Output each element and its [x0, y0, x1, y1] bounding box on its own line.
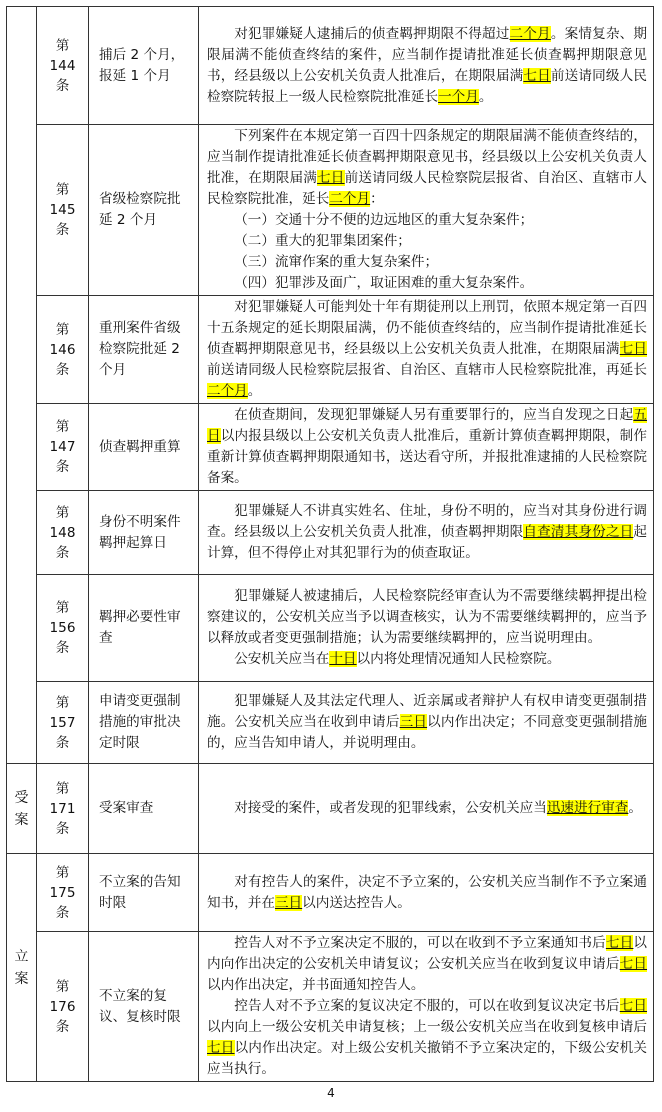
article-paragraph [207, 252, 647, 273]
article-prefix: 第 [55, 419, 70, 435]
text-segment: 。 [628, 800, 642, 816]
article-digits: 176 [49, 998, 76, 1015]
text-segment: 。 [478, 88, 493, 105]
text-segment: 犯罪嫌疑人不讲真实姓名、住址，身份不明的，应当对其身份进行调查。经县级以上公安机关负责人批准，侦查羁押期限 [207, 503, 647, 540]
text-segment: （三）流窜作案的重大复杂案件； [234, 254, 439, 270]
article-prefix: 第 [55, 504, 70, 521]
article-body [199, 491, 654, 575]
table-row [7, 932, 654, 1082]
text-segment: 公安机关应当在 [234, 651, 330, 667]
article-number [37, 575, 89, 682]
text-segment: 前送请同级人民检察院层报省、自治区、直辖市人民检察院批准，再延长 [207, 362, 647, 378]
article-paragraph [207, 872, 647, 914]
article-paragraph [207, 297, 647, 402]
text-segment: ： [370, 191, 384, 207]
article-paragraph [207, 231, 647, 252]
article-suffix: 条 [55, 222, 70, 238]
text-segment: 对接受的案件，或者发现的犯罪线索，公安机关应当 [234, 800, 547, 816]
article-number [37, 491, 89, 575]
article-suffix: 条 [55, 544, 70, 561]
article-prefix: 第 [55, 780, 70, 797]
article-prefix: 第 [55, 978, 70, 995]
text-segment: 以内将处理情况通知人民检察院。 [356, 651, 561, 667]
article-number [37, 125, 89, 296]
article-paragraph [207, 649, 647, 670]
article-prefix: 第 [55, 37, 70, 54]
article-suffix: 条 [55, 904, 70, 921]
article-body [199, 296, 654, 404]
article-suffix: 条 [55, 459, 70, 475]
table-row [7, 764, 654, 854]
highlighted-term: 十日 [329, 651, 357, 667]
highlighted-term: 迅速进行审查 [546, 800, 629, 816]
table-row [7, 491, 654, 575]
section-cell [7, 764, 37, 854]
text-segment: 控告人对不予立案的复议决定不服的，可以在收到复议决定书后 [234, 998, 620, 1014]
article-body [199, 764, 654, 854]
text-segment: 犯罪嫌疑人被逮捕后，人民检察院经审查认为不需要继续羁押提出检察建议的，公安机关应当予以调查核实，认为不需要继续羁押的，应当予以释放或者变更强制措施；认为需要继续羁押的，应当说明理由。 [207, 588, 647, 646]
section-cell [7, 7, 37, 764]
highlighted-term: 一个月 [438, 88, 479, 105]
text-segment: 以内向作出决定的公安机关申请复议；公安机关应当在收到复议申请后 [207, 935, 648, 972]
article-body [199, 404, 654, 491]
article-body [199, 7, 654, 125]
highlighted-term: 二个月 [329, 191, 371, 207]
article-suffix: 条 [55, 820, 70, 837]
article-paragraph [207, 24, 647, 108]
highlighted-term: 七日 [523, 67, 551, 84]
text-segment: 以内作出决定；不同意变更强制措施的，应当告知申请人，并说明理由。 [207, 714, 648, 751]
highlighted-term: 七日 [619, 341, 648, 357]
article-body [199, 932, 654, 1082]
article-paragraph [207, 933, 647, 996]
article-digits: 144 [49, 57, 76, 74]
section-cell [7, 854, 37, 1082]
text-segment: 犯罪嫌疑人及其法定代理人、近亲属或者辩护人有权申请变更强制措施。公安机关应当在收到申请后 [207, 693, 647, 730]
text-segment: 控告人对不予立案决定不服的，可以在收到不予立案通知书后 [234, 935, 606, 951]
text-segment: （一）交通十分不便的边远地区的重大复杂案件； [234, 212, 534, 228]
highlighted-term: 二个月 [207, 383, 248, 399]
text-segment: （二）重大的犯罪集团案件； [234, 233, 411, 249]
article-suffix: 条 [55, 361, 70, 378]
highlighted-term: 七日 [207, 1040, 235, 1056]
article-number [37, 7, 89, 125]
article-digits: 157 [49, 714, 76, 731]
article-paragraph [207, 798, 647, 819]
text-segment: 以内作出决定。对上级公安机关撤销不予立案决定的，下级公安机关应当执行。 [207, 1040, 648, 1077]
article-number [37, 296, 89, 404]
article-paragraph [207, 126, 647, 210]
article-title: 重刑案件省级检察院批延 2 个月 [89, 296, 199, 404]
article-prefix: 第 [55, 182, 70, 198]
text-segment: 前送请同级人民检察院转报上一级人民检察院批准延长 [207, 67, 648, 105]
text-segment: 以内报县级以上公安机关负责人批准后，重新计算侦查羁押期限，制作重新计算侦查羁押期限通知书，送达看守所，并报批准逮捕的人民检察院备案。 [207, 428, 648, 486]
text-segment: 在侦查期间，发现犯罪嫌疑人另有重要罪行的，应当自发现之日起 [234, 407, 634, 423]
article-digits: 147 [49, 439, 76, 455]
article-title: 申请变更强制措施的审批决定时限 [89, 682, 199, 764]
article-digits: 156 [49, 620, 76, 636]
highlighted-term: 三日 [399, 714, 428, 730]
table-row [7, 125, 654, 296]
article-number [37, 854, 89, 932]
article-number [37, 932, 89, 1082]
table-row [7, 682, 654, 764]
text-segment: 对犯罪嫌疑人逮捕后的侦查羁押期限不得超过 [234, 25, 510, 42]
article-prefix: 第 [55, 694, 70, 711]
article-number [37, 404, 89, 491]
highlighted-term: 二个月 [509, 25, 551, 42]
highlighted-term: 七日 [317, 170, 345, 186]
text-segment: 下列案件在本规定第一百四十四条规定的期限届满不能侦查终结的，应当制作提请批准延长侦查羁押期限意见书，经县级以上公安机关负责人批准，在期限届满 [207, 128, 647, 186]
article-prefix: 第 [55, 600, 70, 616]
table-row [7, 575, 654, 682]
page-number: 4 [327, 1086, 335, 1100]
article-paragraph [207, 501, 647, 564]
article-paragraph [207, 996, 647, 1080]
text-segment: 起计算，但不得停止对其犯罪行为的侦查取证。 [207, 524, 648, 561]
table-row [7, 296, 654, 404]
text-segment: 前送请同级人民检察院层报省、自治区、直辖市人民检察院批准，延长 [207, 170, 648, 207]
highlighted-term: 七日 [619, 998, 648, 1014]
article-suffix: 条 [55, 640, 70, 656]
article-paragraph [207, 586, 647, 649]
article-title: 受案审查 [89, 764, 199, 854]
article-digits: 171 [49, 800, 76, 817]
text-segment: 对有控告人的案件，决定不予立案的，公安机关应当制作不予立案通知书，并在 [207, 873, 647, 911]
article-digits: 175 [49, 884, 76, 901]
table-row [7, 854, 654, 932]
table-row [7, 404, 654, 491]
article-digits: 148 [49, 524, 76, 541]
article-number [37, 764, 89, 854]
highlighted-term: 三日 [274, 894, 303, 911]
article-body [199, 854, 654, 932]
highlighted-term: 五日 [207, 407, 647, 444]
article-number [37, 682, 89, 764]
highlighted-term: 七日 [605, 935, 634, 951]
highlighted-term: 七日 [619, 956, 648, 972]
article-title: 捕后 2 个月，报延 1 个月 [89, 7, 199, 125]
text-segment: 以内向上一级公安机关申请复核；上一级公安机关应当在收到复核申请后 [207, 1019, 647, 1035]
article-title: 侦查羁押重算 [89, 404, 199, 491]
article-title: 羁押必要性审查 [89, 575, 199, 682]
article-suffix: 条 [55, 734, 70, 751]
article-suffix: 条 [55, 77, 70, 94]
article-title: 不立案的告知时限 [89, 854, 199, 932]
section-label: 受案 [14, 789, 29, 828]
article-title: 省级检察院批延 2 个月 [89, 125, 199, 296]
article-body [199, 575, 654, 682]
text-segment: 以内作出决定，并书面通知控告人。 [207, 977, 425, 993]
article-digits: 146 [49, 341, 76, 358]
article-digits: 145 [49, 202, 76, 218]
section-label: 立案 [14, 948, 29, 987]
text-segment: 以内送达控告人。 [302, 894, 411, 911]
article-body [199, 125, 654, 296]
text-segment: 。案情复杂、期限届满不能侦查终结的案件，应当制作提请批准延长侦查羁押期限意见书，经县级以上公安机关负责人批准后，在期限届满 [207, 25, 648, 84]
article-body [199, 682, 654, 764]
article-paragraph [207, 405, 647, 489]
text-segment: （四）犯罪涉及面广，取证困难的重大复杂案件。 [234, 275, 534, 291]
article-paragraph [207, 691, 647, 754]
regulation-table [6, 6, 654, 1082]
article-title: 不立案的复议、复核时限 [89, 932, 199, 1082]
article-prefix: 第 [55, 321, 70, 338]
article-title: 身份不明案件羁押起算日 [89, 491, 199, 575]
article-paragraph [207, 210, 647, 231]
article-prefix: 第 [55, 864, 70, 881]
text-segment: 对犯罪嫌疑人可能判处十年有期徒刑以上刑罚，依照本规定第一百四十五条规定的延长期限届满，仍不能侦查终结的，应当制作提请批准延长侦查羁押期限意见书，经县级以上公安机关负责人批准，在期限届满 [207, 299, 647, 357]
article-suffix: 条 [55, 1018, 70, 1035]
article-paragraph [207, 273, 647, 294]
highlighted-term: 自查清其身份之日 [523, 524, 634, 540]
table-row [7, 7, 654, 125]
text-segment: 。 [247, 383, 262, 399]
